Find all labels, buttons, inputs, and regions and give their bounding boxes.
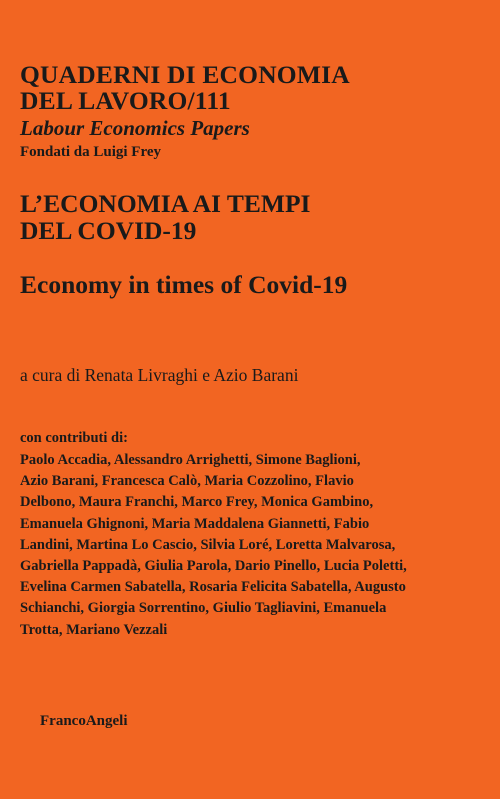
contributors-line: Azio Barani, Francesca Calò, Maria Cozzolino, Flavio	[20, 473, 354, 490]
contributors-line: Paolo Accadia, Alessandro Arrighetti, Simone Baglioni,	[20, 452, 361, 468]
contributors-list	[20, 450, 480, 641]
contributors-line: Emanuela Ghignoni, Maria Maddalena Giannetti, Fabio	[20, 515, 370, 532]
book-title	[20, 190, 480, 244]
contributors-line: Schianchi, Giorgia Sorrentino, Giulio Tagliavini, Emanuela	[20, 600, 387, 617]
contributors-label: con contributi di:	[20, 430, 128, 446]
series-english-title: Labour Economics Papers	[20, 116, 250, 140]
publisher-logo: FrancoAngeli	[40, 713, 128, 729]
book-subtitle: Economy in times of Covid-19	[20, 270, 348, 299]
series-title-line-2: DEL LAVORO/111	[20, 86, 231, 115]
contributors-line: Landini, Martina Lo Cascio, Silvia Loré, Loretta Malvarosa,	[20, 536, 396, 553]
book-title-line-1: L’ECONOMIA AI TEMPI	[20, 189, 311, 218]
editors: a cura di Renata Livraghi e Azio Barani	[20, 365, 299, 385]
series-title	[20, 62, 480, 114]
contributors-line: Gabriella Pappadà, Giulia Parola, Dario Pinello, Lucia Poletti,	[20, 558, 407, 575]
founded-by: Fondati da Luigi Frey	[20, 144, 161, 160]
book-title-line-2: DEL COVID-19	[20, 216, 197, 245]
contributors-line: Delbono, Maura Franchi, Marco Frey, Monica Gambino,	[20, 494, 374, 511]
series-title-line-1: QUADERNI DI ECONOMIA	[20, 60, 350, 89]
contributors-line: Evelina Carmen Sabatella, Rosaria Felicita Sabatella, Augusto	[20, 579, 406, 596]
contributors-line: Trotta, Mariano Vezzali	[20, 621, 168, 638]
